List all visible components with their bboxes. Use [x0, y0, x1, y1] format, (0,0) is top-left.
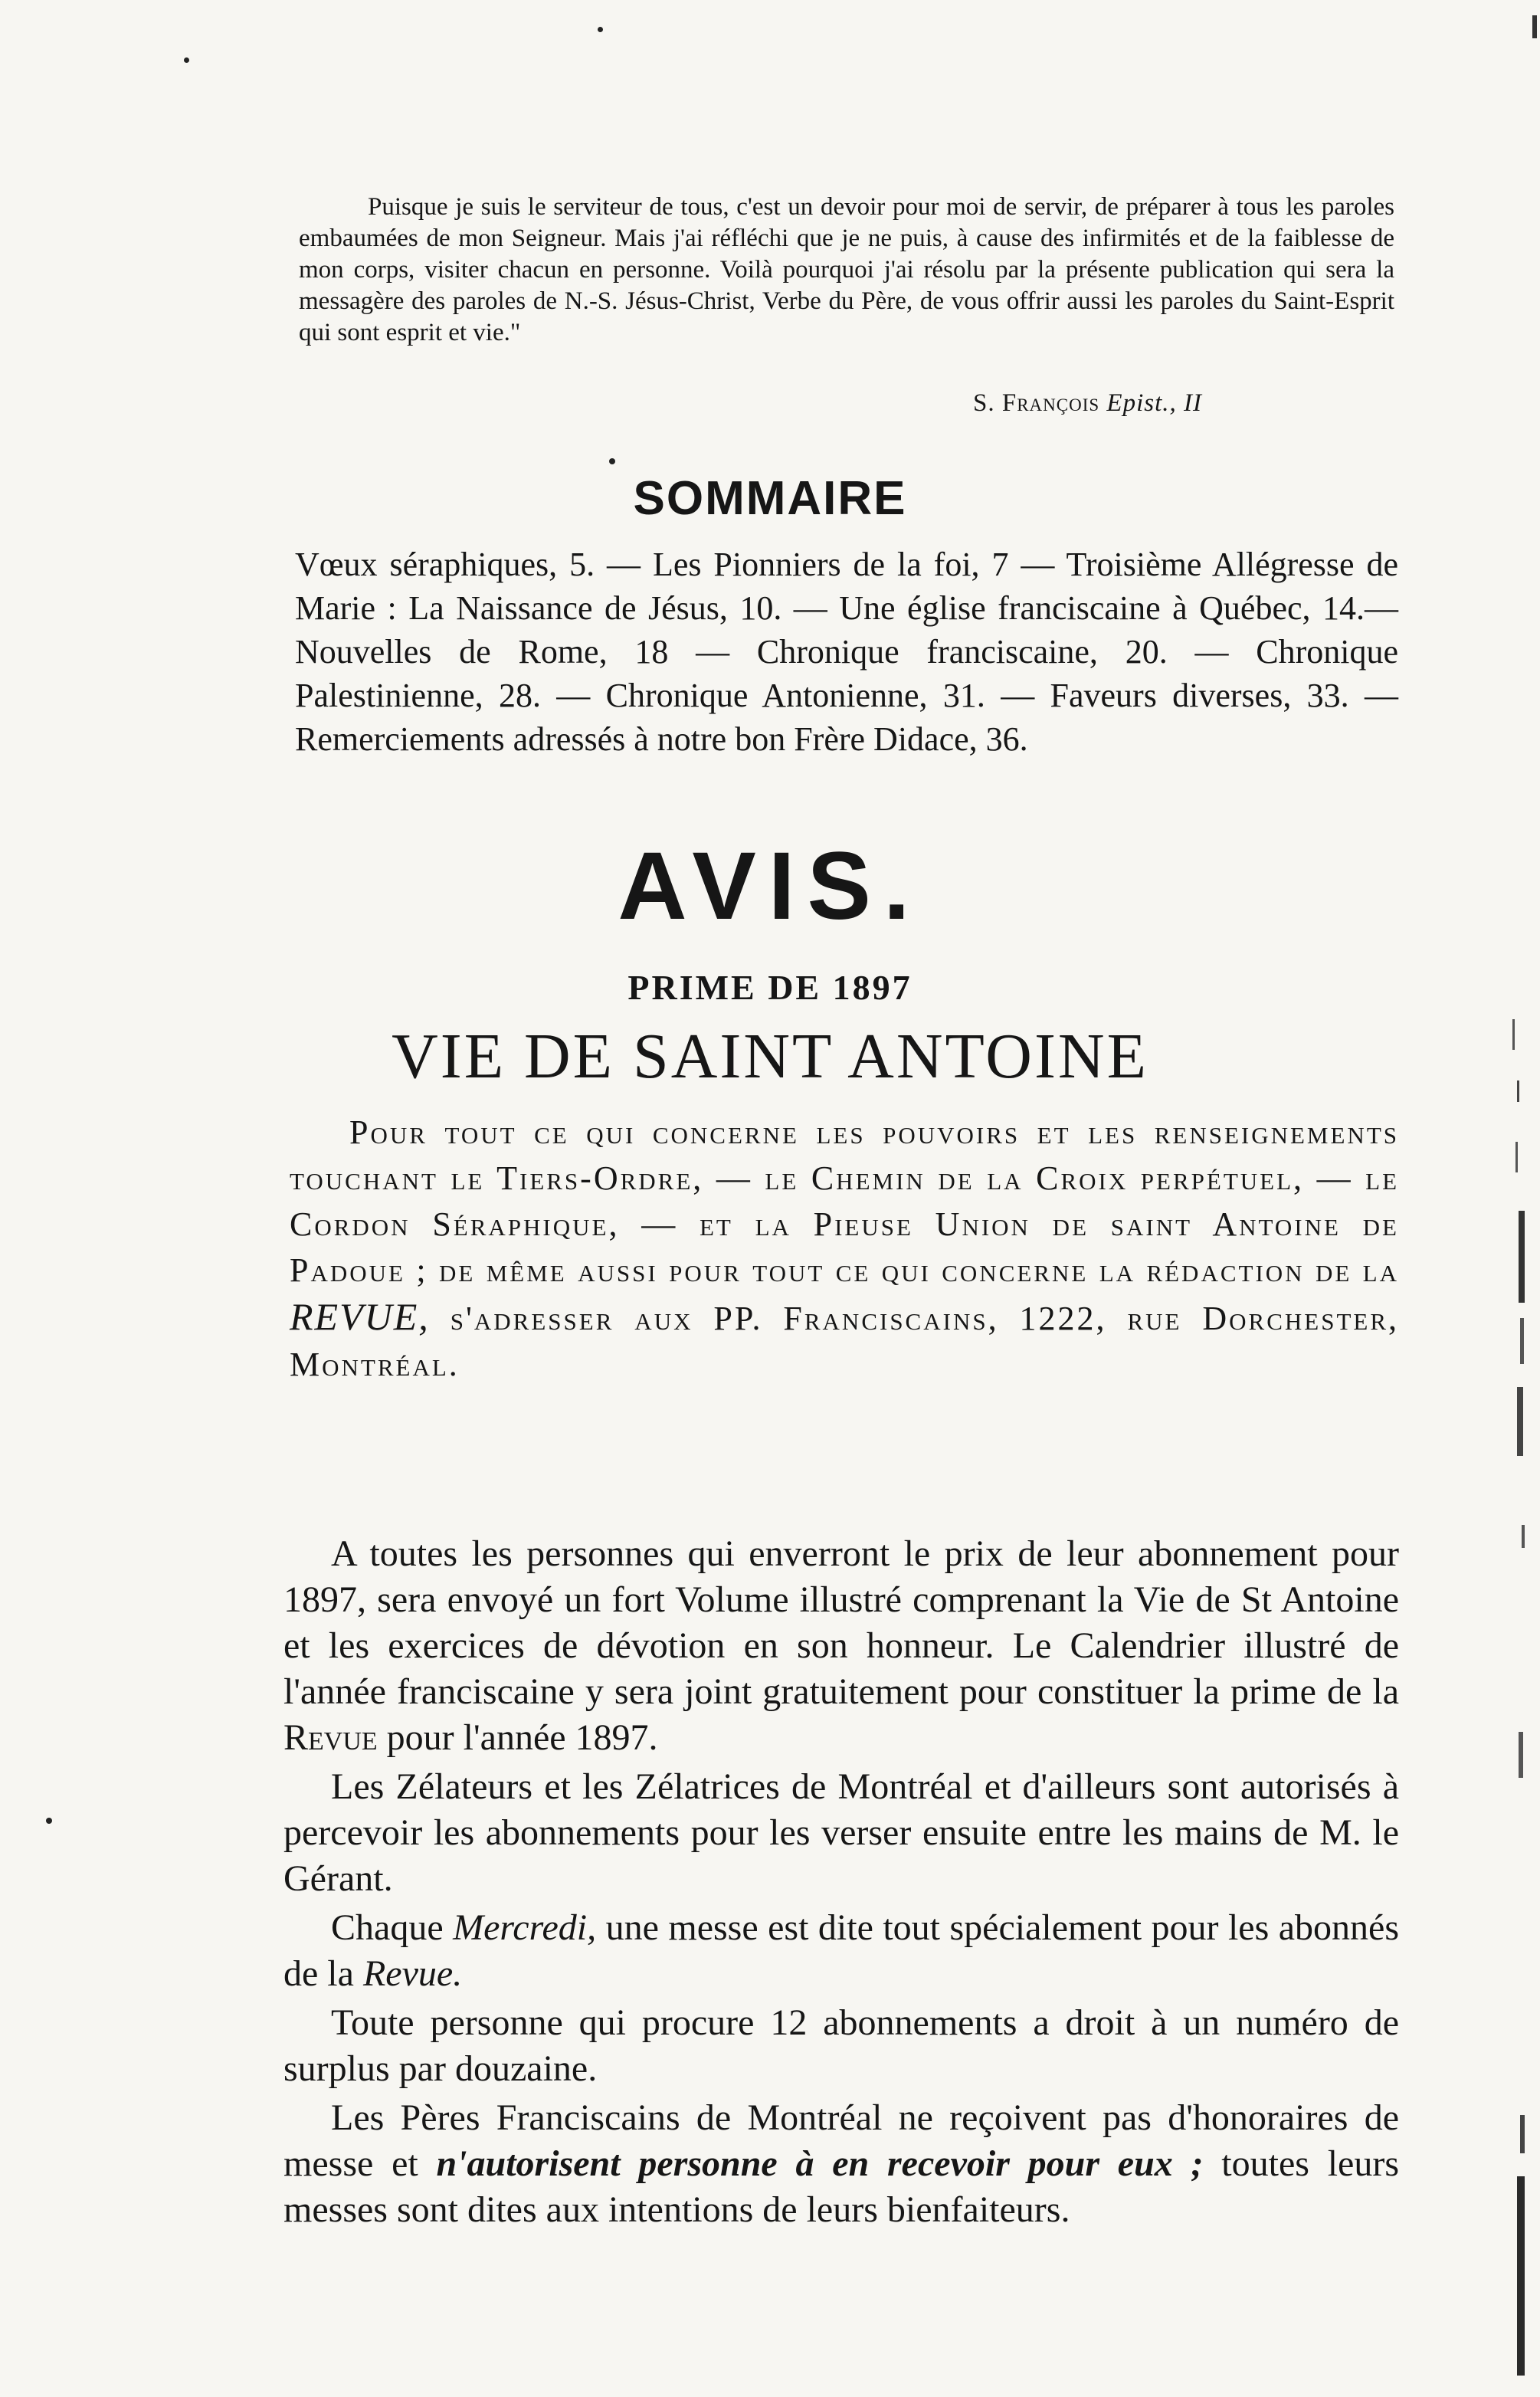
prime-heading: PRIME DE 1897	[627, 968, 913, 1007]
epigraph-text: Puisque je suis le serviteur de tous, c'est un devoir pour moi de servir, de préparer à tous les paroles embaumées de mon Seigneur. Mais j'ai réfléchi que je ne puis, à cause des infirmités et de la faiblesse de mon corps, visiter chacun en personne. Voilà pourquoi j'ai résolu par la présente publication qui sera la messagère des paroles de N.-S. Jésus-Christ, Verbe du Père, de vous offrir aussi les paroles du Saint-Esprit qui sont esprit et vie."	[299, 193, 1394, 346]
notice-text-before: Pour tout ce qui concerne les pouvoirs et les renseignements touchant le Tiers-Ordre, — le Chemin de la Croix perpétuel, — le Cordon Séraphique, — et la Pieuse Union de saint Antoine de Padoue ; de même aussi pour tout ce qui concerne la rédaction de la	[290, 1113, 1399, 1289]
print-speck	[609, 458, 615, 464]
print-speck	[184, 57, 189, 63]
paragraph-prime-end: pour l'année 1897.	[386, 1717, 658, 1758]
paragraph-honoraires	[283, 2095, 1399, 2233]
signature-name: S. François	[973, 389, 1100, 417]
paragraph-zelateurs: Les Zélateurs et les Zélatrices de Montréal et d'ailleurs sont autorisés à percevoir les abonnements pour les verser ensuite entre les mains de M. le Gérant.	[283, 1766, 1399, 1899]
print-speck	[598, 27, 603, 32]
epigraph	[299, 192, 1394, 349]
paragraph-douzaine: Toute personne qui procure 12 abonnements a droit à un numéro de surplus par douzaine.	[283, 2002, 1399, 2089]
paragraph-honoraires-c: toutes leurs messes sont dites aux intentions de leurs bienfaiteurs.	[283, 2143, 1400, 2230]
paragraph-mercredi-b: Mercredi,	[453, 1907, 597, 1948]
signature-reference: Epist., II	[1106, 389, 1202, 417]
print-speck	[46, 1818, 52, 1824]
paragraph-prime-revue: Revue	[283, 1717, 378, 1758]
paragraph-mercredi-a: Chaque	[331, 1907, 444, 1948]
body-paragraphs	[283, 1531, 1399, 2236]
notice-paragraph	[290, 1110, 1399, 1388]
paragraph-honoraires-a: Les Pères Franciscains de Montréal ne reçoivent pas d'honoraires de messe et	[283, 2097, 1399, 2184]
sommaire-title: SOMMAIRE	[633, 472, 907, 525]
notice-text-after: s'adresser aux PP. Franciscains, 1222, rue Dorchester, Montréal.	[290, 1300, 1399, 1383]
paragraph-mercredi-c: une messe est dite tout spécialement pour les abonnés de la	[283, 1907, 1400, 1994]
epigraph-signature	[973, 389, 1202, 418]
paragraph-prime-text: A toutes les personnes qui enverront le prix de leur abonnement pour 1897, sera envoyé un fort Volume illustré comprenant la Vie de St Antoine et les exercices de dévotion en son honneur. Le Calendrier illustré de l'année franciscaine y sera joint gratuitement pour constituer la prime de la	[283, 1533, 1399, 1712]
scan-edge-noise	[1509, 0, 1540, 2397]
vie-saint-antoine-heading: VIE DE SAINT ANTOINE	[392, 1021, 1148, 1092]
avis-title: AVIS.	[618, 833, 922, 939]
paragraph-mercredi-d: Revue.	[362, 1953, 463, 1994]
paragraph-mercredi	[283, 1905, 1399, 1997]
paragraph-prime	[283, 1531, 1399, 1761]
sommaire-text: Vœux séraphiques, 5. — Les Pionniers de la foi, 7 — Troisième Allégresse de Marie : La Naissance de Jésus, 10. — Une église franciscaine à Québec, 14.— Nouvelles de Rome, 18 — Chronique franciscaine, 20. — Chronique Palestinienne, 28. — Chronique Antonienne, 31. — Faveurs diverses, 33. — Remerciements adressés à notre bon Frère Didace, 36.	[295, 546, 1398, 758]
paragraph-honoraires-b: n'autorisent personne à en recevoir pour eux ;	[436, 2143, 1204, 2184]
notice-revue: REVUE,	[290, 1295, 430, 1338]
